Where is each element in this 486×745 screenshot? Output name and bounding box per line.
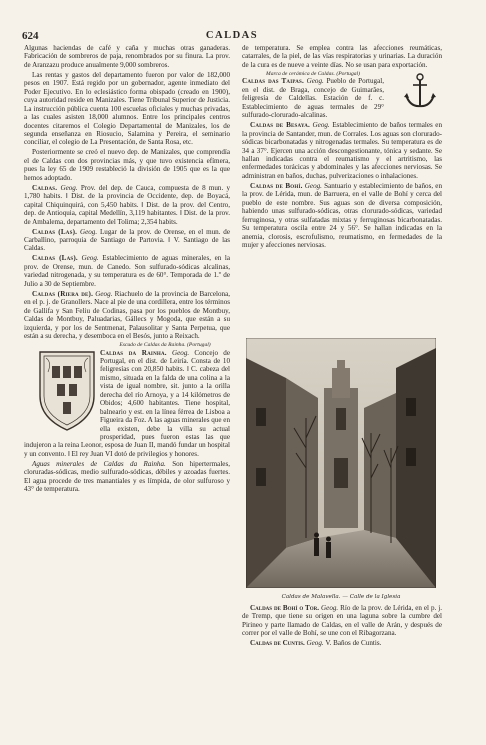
coat-caption: Escudo de Caldas da Rainha. (Portugal) bbox=[119, 341, 211, 348]
street-photo-figure bbox=[246, 338, 436, 601]
entry-caldas-riera: Caldas (Riera de). Geog. Riachuelo de la provincia de Barcelona, en el p. j. de Granollers. Nace al pie de una cordillera, entre los términos de Gallifa y San Feliu de Codinas, pasa por los pueblos de Montbuy, Caldas de Montbuy, Paluadarias, Gállecs y Mogoda, que están a su izquierda, y por los de Sentmenat, Palausolitar y Santa Perpetua, que están a su derecha, y desemboca en el Besós, junto a Reixach. bbox=[24, 289, 230, 340]
paragraph: de temperatura. Se emplea contra las afecciones reumáticas, catarrales, de la piel, de las vías respiratorias y urinarias. La duración de la cura es de nueve a veinte días. No se usan para exportación. bbox=[242, 44, 442, 69]
anchor-figure bbox=[390, 71, 442, 113]
entry-caldas-de-bohi: Caldas de Bohí. Geog. Santuario y establecimiento de baños, en la prov. de Lérida, mun. de Barruera, en el valle de Bohí y cerca del pueblo de este nombre. Sus aguas son de diversa composición, habiendo unas sulfurado-sódicas, otras clorurado-sódicas, variedad ferruginosa, y otras sulfatadas mixtas y ferruginosas bicarbonatadas. Su temperatura oscila entre 24 y 56°. Se hallan indicadas en la anemia, clorosis, escrofulismo, reumatismo, en fermedades de la mujer y afecciones nerviosas. bbox=[242, 181, 442, 250]
entry-caldas-de-besaya: Caldas de Besaya. Geog. Establecimiento de baños termales en la provincia de Santander, mun. de Corrales. Los aguas son clorurado-sódicas bicarbonatadas y nitrogenadas termales. Su temperatura es de 34 a 37°. Ejercen una acción descongestionante, tónica y sedante. Se hallan indicadas contra el reumatismo y el artritismo, las enfermedades torácicas y abdominales y las afecciones nerviosas. Se administran en baños, duchas, pulverizaciones o inhalaciones. bbox=[242, 121, 442, 180]
paragraph: Aguas minerales de Caldas da Rainha. Son hipertermales, cloruradas-sódicas, medio sulfurado-sódicas, débiles y azoadas fuertes. El agua procede de tres manantiales y es límpida, de olor sulfuroso y 43° de temperatura. bbox=[24, 459, 230, 494]
street-photo-image bbox=[246, 338, 436, 588]
running-title: CALDAS bbox=[205, 30, 259, 41]
anchor-icon bbox=[400, 71, 440, 111]
paragraph: Posteriormente se creó el nuevo dep. de Manizales, que comprendía el de Caldas con dos provincias más, y que tuvo existencia efímera, pues la ley 65 de 1909 restableció la división de 1905 que es la que hemos adoptado. bbox=[24, 148, 230, 182]
right-column: de temperatura. Se emplea contra las afecciones reumáticas, catarrales, de la piel, de las vías respiratorias y urinarias. La duración de la cura es de nueve a veinte días. No se usan para exportación. Marca de cerámica de Caldas. (Portugal) Caldas das Taipas. Geog. Pueblo de Portugal, en el dist. de Braga, concejo de Guimarães, feligresía de Caldellas. Estación de f. c. Establecimiento de aguas termales de 29° sulfurado-clorurado-alcalinas. Caldas de Besaya. Geog. Establecimiento de baños termales en la provincia de Santander, mun. de Corrales. Los aguas son clorurado-sódicas bicarbonatadas y nitrogenadas termales. Su temperatura es de 34 a 37°. Ejercen una acción descongestionante, tónica y sedante. Se hallan indicadas contra el reumatismo y el artritismo, las enfermedades torácicas y abdominales y las afecciones nerviosas. Se administran en baños, duchas, pulverizaciones o inhalaciones. Caldas de Bohí. Geog. Santuario y establecimiento de baños, en la prov. de Lérida, mun. de Barruera, en el valle de Bohí y cerca del pueblo de este nombre. Sus aguas son de diversa composición, habiendo unas sulfurado-sódicas, otras clorurado-sódicas, variedad ferruginosa, y otras sulfatadas mixtas y ferruginosas bicarbonatadas. Su temperatura oscila entre 24 y 56°. Se hallan indicadas en la anemia, clorosis, escrofulismo, reumatismo, en fermedades de la mujer y afecciones nerviosas. bbox=[242, 44, 442, 250]
page-number: 624 bbox=[22, 30, 39, 42]
coat-of-arms-figure bbox=[24, 344, 94, 438]
right-column-bottom bbox=[242, 604, 442, 649]
page-header bbox=[22, 30, 442, 42]
entry-caldas-de-cuntis: Caldas de Cuntis. Geog. V. Baños de Cuntis. bbox=[250, 639, 382, 648]
paragraph: Las rentas y gastos del departamento fueron por valor de 182,000 pesos en 1907. Está regido por un gobernador, agente inmediato del Poder Ejecutivo. En lo eclesiástico forma obispado (creado en 1900), cuya autoridad reside en Manizales. Tiene Tribunal Superior de Justicia. La instrucción pública cuenta 100 escuelas oficiales y muchas privadas, a las cuales asisten 18,000 alumnos. Entre los principales centros docentes citaremos el Colegio Departamental de Manizales, los de segunda enseñanza en Riosucio, Salamina y Pereira, el seminario conciliar, el colegio de La Presentación, de Santa Rosa, etc. bbox=[24, 70, 230, 147]
entry-caldas-de-bohi-tor: Caldas de Bohí o Tor. Geog. Río de la prov. de Lérida, en el p. j. de Tremp, que tiene su origen en una laguna sobre la cumbre del Pirineo y parte llamado de Caldas, en el valle de Arán, y después de correr por el valle de Bohí, se une con el Ribagorzana. bbox=[242, 604, 443, 638]
photo-caption: Caldas de Malavella. — Calle de la Iglesia bbox=[281, 594, 401, 600]
paragraph: Algunas haciendas de café y caña y muchas otras ganaderas. Fabricación de sombreros de paja, renombrados por su finura. La prov. de Aranzazu produce anualmente 9,000 sombreros. bbox=[24, 44, 230, 69]
entry-caldas: Caldas. Geog. Prov. del dep. de Cauca, compuesta de 8 mun. y 1,780 habits. ‖ Dist. de la provincia de Occidente, dep. de Boyacá, capital Chiquinquirá, con 5,450 habits. ‖ Dist. de la prov. del Centro, dep. de Antioquia, capital Medellín, 3,119 habitantes. ‖ Dist. de la prov. de Ambalema, departamento del Tolima; 2,354 habits. bbox=[24, 183, 230, 226]
anchor-caption: Marca de cerámica de Caldas. (Portugal) bbox=[266, 70, 360, 77]
entry-caldas-las-2: Caldas (Las). Geog. Establecimiento de aguas minerales, en la prov. de Orense, mun. de Canedo. Son sulfurado-sódicas alcalinas, variedad nitrogenada, y su temperatura es de 60°. Temporada de 1.º de Julio a 30 de Septiembre. bbox=[24, 254, 230, 288]
left-column: Algunas haciendas de café y caña y muchas otras ganaderas. Fabricación de sombreros de paja, renombrados por su finura. La prov. de Aranzazu produce anualmente 9,000 sombreros. Las rentas y gastos del departamento fueron por valor de 182,000 pesos en 1907. Está regido por un gobernador, agente inmediato del Poder Ejecutivo. En lo eclesiástico forma obispado (creado en 1900), cuya autoridad reside en Manizales. Tiene Tribunal Superior de Justicia. La instrucción pública cuenta 100 escuelas oficiales y muchas privadas, a las cuales asisten 18,000 alumnos. Entre los principales centros docentes citaremos el Colegio Departamental de Manizales, los de segunda enseñanza en Riosucio, Salamina y Pereira, el seminario conciliar, el colegio de La Presentación, de Santa Rosa, etc. Posteriormente se creó el nuevo dep. de Manizales, que comprendía el de Caldas con dos provincias más, y que tuvo existencia efímera, pues la ley 65 de 1909 restableció la división de 1905 que es la que hemos adoptado. Caldas. Geog. Prov. del dep. de Cauca, compuesta de 8 mun. y 1,780 habits. ‖ Dist. de la provincia de Occidente, dep. de Boyacá, capital Chiquinquirá, con 5,450 habits. ‖ Dist. de la prov. del Centro, dep. de Antioquia, capital Medellín, 3,119 habitantes. ‖ Dist. de la prov. de Ambalema, departamento del Tolima; 2,354 habits. Caldas (Las). Geog. Lugar de la prov. de Orense, en el mun. de Carballino, parroquia de Santiago de Partovia. ‖ V. Santiago de las Caldas. Caldas (Las). Geog. Establecimiento de aguas minerales, en la prov. de Orense, mun. de Canedo. Son sulfurado-sódicas alcalinas, variedad nitrogenada, y su temperatura es de 60°. Temporada de 1.º de Julio a 30 de Septiembre. Caldas (Riera de). Geog. Riachuelo de la provincia de Barcelona, en el p. j. de Granollers. Nace al pie de una cordillera, entre los términos de Gallifa y San Feliu de Codinas, pasa por los pueblos de Montbuy, Caldas de Montbuy, Paluadarias, Gállecs y Mogoda, que están a su izquierda, y por los de Sentmenat, Palausolitar y Santa Perpetua, que están a su derecha, y desemboca en el Besós, junto a Reixach. Escudo de Caldas da Rainha. (Portugal) Caldas da Rainha. Geog. Concejo de Portugal, en el dist. de Leiría. Consta de 10 feligresías con 20,850 habits. ‖ C. cabeza del mismo, situada en la falda de una colina a la vista de igual nombre, sit. junto a la orilla derecha del río Arnoya, y a 14 kilómetros de Obidos; 4,600 habitantes. Tiene hospital, balneario y est. en la línea férrea de Lisboa a Figueira da Foz. A las aguas minerales que en ella existen, debe la villa su actual prosperidad, pues fueron estas las que indujeron a la reina Leonor, esposa de Juan II, mandó fundar un hospital y un convento. ‖ El rey Juan VI dotó de privilegios y honores. Aguas minerales de Caldas da Rainha. Son hipertermales, cloruradas-sódicas, medio sulfurado-sódicas, débiles y azoadas fuertes. El agua procede de tres manantiales y es límpida, de olor sulfuroso y 43° de temperatura. bbox=[24, 44, 231, 494]
entry-caldas-las-1: Caldas (Las). Geog. Lugar de la prov. de Orense, en el mun. de Carballino, parroquia de Santiago de Partovia. ‖ V. Santiago de las Caldas. bbox=[24, 227, 231, 253]
coat-of-arms-icon bbox=[32, 344, 102, 436]
